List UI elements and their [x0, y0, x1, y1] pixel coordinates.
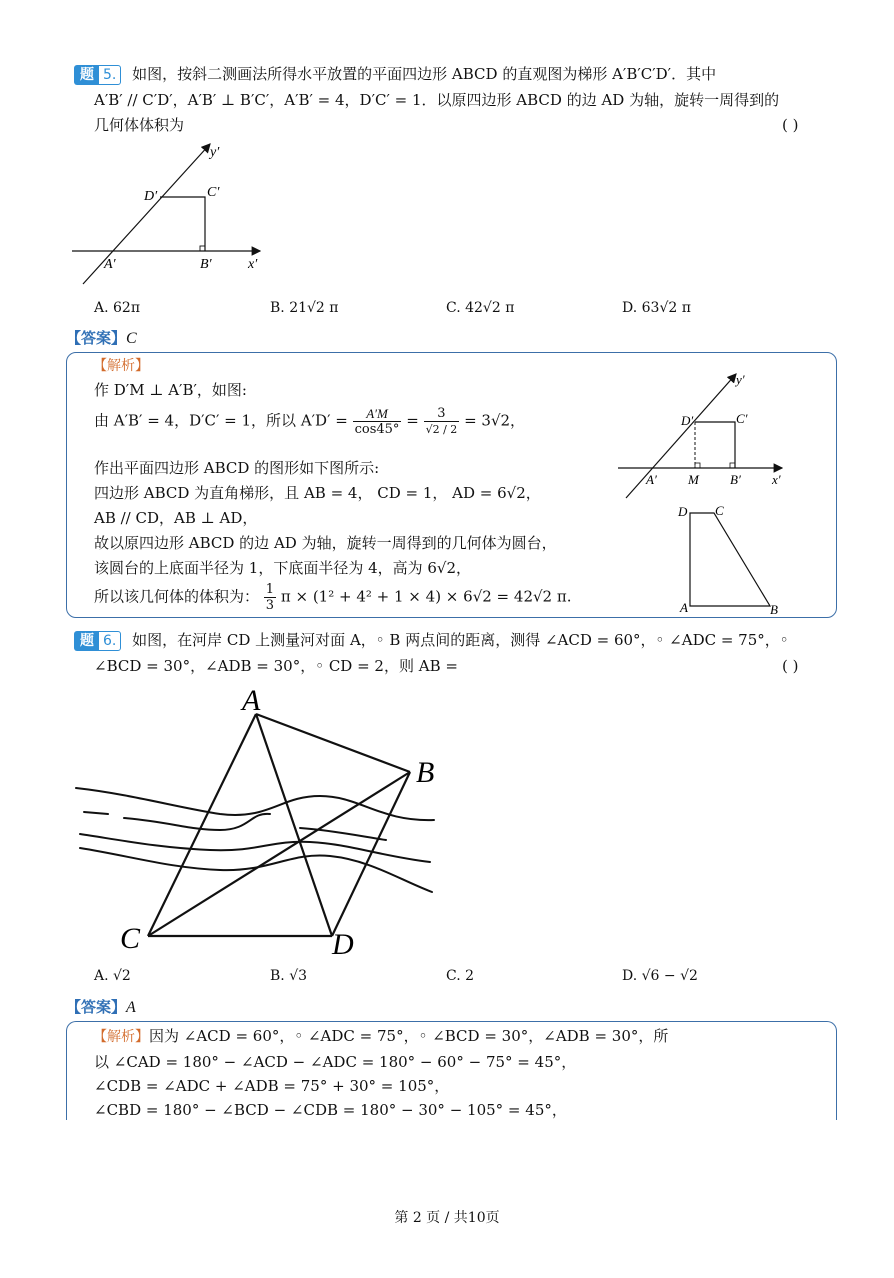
q6-option-a[interactable]: A. √2: [94, 968, 131, 984]
q6-jiexi-label: 【解析】: [93, 1029, 149, 1045]
q6-stem-line2: ∠BCD = 30°，∠ADB = 30°，◦ CD = 2，则 AB =: [94, 657, 458, 675]
fraction-2-den: √2 / 2: [425, 423, 458, 436]
label-D: D: [332, 928, 354, 958]
q5-option-c[interactable]: C. 42√2 π: [446, 300, 515, 316]
q6-header: [74, 628, 789, 652]
q6-option-d[interactable]: D. √6 − √2: [622, 968, 698, 984]
q5-badge-label: 题: [74, 65, 98, 85]
fraction-3: [264, 582, 276, 613]
river-waves: [76, 788, 434, 892]
q5-jiexi-label: 【解析】: [93, 358, 149, 374]
q6-answer-paren: ( ): [782, 657, 799, 675]
right-angle-mark: [200, 246, 205, 251]
label-B: B′: [730, 472, 741, 487]
trapezoid-ABCD: [690, 513, 770, 606]
triangle-lines: [148, 714, 410, 936]
q6-answer-label: 【答案】: [66, 998, 127, 1016]
q6-answer-value: A: [126, 999, 136, 1016]
q6-sol-line1-text: 因为 ∠ACD = 60°，◦ ∠ADC = 75°，◦ ∠BCD = 30°，∠ADB = 30°，所: [149, 1027, 669, 1045]
q6-sol-line1: [93, 1024, 668, 1049]
label-B: B: [770, 602, 778, 617]
q5-badge-number: 5.: [98, 65, 121, 85]
q6-sol-line2: 以 ∠CAD = 180° − ∠ACD − ∠ADC = 180° − 60° − 75° = 45°，: [94, 1053, 577, 1071]
q5-sol-line8: [94, 582, 571, 613]
fraction-3-num: 1: [265, 582, 275, 597]
label-A: A: [680, 600, 688, 615]
q6-stem-line1: 如图，在河岸 CD 上测量河对面 A，◦ B 两点间的距离，测得 ∠ACD = 60°，◦ ∠ADC = 75°，◦: [132, 631, 789, 649]
label-D: D′: [144, 189, 158, 204]
fraction-2: [424, 406, 460, 437]
label-D: D′: [681, 413, 694, 428]
q5-header: [74, 62, 716, 86]
fraction-2-num: 3: [424, 406, 460, 422]
label-C: C′: [207, 185, 220, 200]
label-x: x′: [772, 472, 781, 487]
q6-option-b[interactable]: B. √3: [270, 968, 308, 984]
q5-figure-solution: [612, 368, 792, 503]
q5-answer-value: C: [126, 330, 137, 347]
q6-sol-line3: ∠CDB = ∠ADC + ∠ADB = 75° + 30° = 105°，: [94, 1077, 450, 1095]
q5-stem-line3: 几何体体积为: [94, 116, 185, 134]
q5-figure-original: [674, 502, 786, 618]
trapezoid-top-right: [695, 422, 735, 468]
trapezoid-top-right: [160, 197, 205, 251]
q6-answer: [66, 995, 136, 1020]
y-axis: [626, 374, 736, 498]
label-C: C: [120, 922, 141, 955]
q5-sol-line5: AB // CD，AB ⊥ AD，: [94, 509, 258, 527]
q6-figure-river: [70, 682, 450, 958]
q5-stem-line1: 如图，按斜二测画法所得水平放置的平面四边形 ABCD 的直观图为梯形 A′B′C′D′．其中: [132, 65, 717, 83]
q5-sol-line8-suffix: π × (1² + 4² + 1 × 4) × 6√2 = 42√2 π.: [280, 587, 572, 606]
q5-option-b[interactable]: B. 21√2 π: [270, 300, 339, 316]
q5-option-a[interactable]: A. 62π: [94, 300, 141, 316]
q5-stem-line2: A′B′ // C′D′，A′B′ ⊥ B′C′，A′B′ = 4，D′C′ = 1．以原四边形 ABCD 的边 AD 为轴，旋转一周得到的: [94, 91, 780, 109]
q6-badge-number: 6.: [98, 631, 121, 651]
fraction-1-num: A′M: [353, 406, 402, 422]
fraction-1-den: cos45°: [354, 422, 400, 437]
label-A: A: [242, 684, 261, 717]
q5-sol-line6: 故以原四边形 ABCD 的边 AD 为轴，旋转一周得到的几何体为圆台，: [94, 534, 557, 552]
label-A: A′: [646, 472, 657, 487]
y-axis: [83, 144, 210, 284]
q5-sol-line2-end: = 3√2，: [464, 411, 526, 430]
label-C: C: [715, 503, 724, 518]
q6-sol-line4: ∠CBD = 180° − ∠BCD − ∠CDB = 180° − 30° − 105° = 45°，: [94, 1101, 567, 1119]
right-angle-mark-M: [695, 463, 700, 468]
page-footer: 第 2 页 / 共10页: [394, 1210, 500, 1226]
label-C: C′: [736, 411, 748, 426]
q5-sol-line4: 四边形 ABCD 为直角梯形，且 AB = 4， CD = 1， AD = 6√2，: [94, 484, 541, 502]
label-y: y′: [210, 145, 220, 160]
q5-sol-line3: 作出平面四边形 ABCD 的图形如下图所示:: [94, 459, 380, 477]
q6-badge-label: 题: [74, 631, 98, 651]
q5-sol-eq: =: [406, 411, 419, 430]
q5-answer-paren: ( ): [782, 116, 799, 134]
label-x: x′: [248, 257, 258, 272]
q5-sol-line8-prefix: 所以该几何体的体积为：: [94, 587, 260, 606]
q6-option-c[interactable]: C. 2: [446, 968, 475, 984]
q5-sol-line2-prefix: 由 A′B′ = 4，D′C′ = 1，所以 A′D′ =: [94, 411, 348, 430]
q5-answer: [66, 326, 137, 351]
label-B: B: [416, 756, 435, 789]
q5-sol-line1: 作 D′M ⊥ A′B′，如图:: [94, 381, 247, 399]
q5-sol-line2: [94, 406, 525, 437]
q5-option-d[interactable]: D. 63√2 π: [622, 300, 691, 316]
label-y: y′: [736, 372, 745, 387]
fraction-3-den: 3: [265, 598, 275, 613]
right-angle-mark-B: [730, 463, 735, 468]
q5-figure-intuitive: [68, 138, 268, 288]
q5-sol-line7: 该圆台的上底面半径为 1，下底面半径为 4，高为 6√2，: [94, 559, 472, 577]
label-A: A′: [104, 257, 116, 272]
label-M: M: [688, 472, 699, 487]
label-D: D: [678, 504, 688, 519]
label-B: B′: [200, 257, 212, 272]
q5-answer-label: 【答案】: [66, 329, 127, 347]
fraction-1: [353, 406, 402, 437]
